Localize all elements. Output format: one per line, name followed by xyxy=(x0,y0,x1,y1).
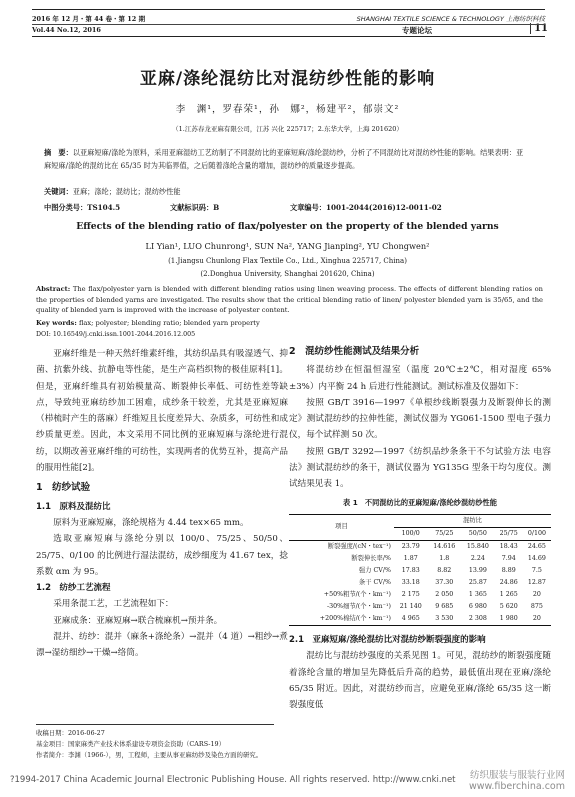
section-1-2-heading: 1.2 纺纱工艺流程 xyxy=(36,583,111,594)
table-cell: 23.79 xyxy=(401,542,420,550)
header-top-rule xyxy=(32,9,545,10)
section-2-p3: 按照 GB/T 3292—1997《纺织品纱条条干不匀试验方法 电容法》测试混纺纱的条干，测试仪器为 YG135G 型条干均匀度仪。测试结果见表 1。 xyxy=(289,446,551,490)
running-header xyxy=(32,14,548,42)
table-row-label: 断裂伸长率/% xyxy=(351,554,391,562)
keywords-cn-label: 关键词： xyxy=(44,187,73,196)
affiliation-en-2: (2.Donghua University, Shanghai 201620, China) xyxy=(200,270,375,278)
left-column xyxy=(36,346,288,662)
section-2-p2: 按照 GB/T 3916—1997《单根纱线断裂强力及断裂伸长的测定》测试混纺纱的拉伸性能，测试仪器为 YG061-1500 型电子强力仪，每个试样测 50 次。 xyxy=(289,397,551,441)
table-cell: 21 140 xyxy=(399,602,422,610)
table-ratio-header: 0/100 xyxy=(523,527,551,540)
table-cell: 8.82 xyxy=(437,566,452,574)
page-number: 11 xyxy=(530,23,548,34)
table-cell: 18.43 xyxy=(499,542,518,550)
section-2-p1: 将混纺纱在恒温恒湿室（温度 20℃±2℃，相对湿度 65%±3%）内平衡 24 h 后进行性能测试。测试标准及仪器如下： xyxy=(289,365,551,392)
journal-name-en: SHANGHAI TEXTILE SCIENCE & TECHNOLOGY 上海纺织科技 xyxy=(356,15,545,23)
keywords-cn-text: 亚麻；涤纶；混纺比；混纺纱性能 xyxy=(72,187,181,196)
table-cell: 1.87 xyxy=(403,554,418,562)
table-cell: 875 xyxy=(530,602,543,610)
table-cell: 1 980 xyxy=(495,613,523,626)
table-row xyxy=(289,601,551,613)
keywords-en-text: flax; polyester; blending ratio; blended yarn property xyxy=(78,319,260,327)
table-cell: 24.65 xyxy=(527,542,546,550)
table-row-label: +200%棉结/(个・km⁻¹) xyxy=(289,613,394,626)
keywords-en-label: Key words: xyxy=(36,319,77,327)
intro-paragraph: 亚麻纤维是一种天然纤维素纤维，其纺织品具有吸湿透气、抑菌、抗紫外线、抗静电等性能，是生产高档织物的极佳原料[1]。但是，亚麻纤维具有初始模量高、断裂伸长率低、可纺性差等缺点，导致纯亚麻纺纱加工困难，成纱条干较差，尤其是亚麻短麻（栉梳时产生的落麻）纤维短且长度差异大、杂质多，可纺性和成纱质量更差。因此，本文采用不同比例的亚麻短麻与涤纶进行混纺，以期改善亚麻纤维的可纺性，实现两者的优势互补，提高产品的服用性能[2]。 xyxy=(36,349,288,474)
table-cell: 1 365 xyxy=(468,590,487,598)
table-cell: 1.8 xyxy=(439,554,450,562)
fund-info: 基金项目：国家麻类产业技术体系建设专项资金资助（CARS-19） xyxy=(36,740,225,748)
table-ratio-header: 75/25 xyxy=(428,527,462,540)
table-cell: 9 685 xyxy=(435,602,454,610)
table-row-label: +50%粗节/(个・km⁻¹) xyxy=(323,590,391,598)
abstract-en-label: Abstract: xyxy=(36,285,71,293)
section-2-1-heading: 2.1 亚麻短麻/涤纶混纺比对混纺纱断裂强度的影响 xyxy=(289,634,486,645)
keywords-en xyxy=(36,319,543,327)
table-cell: 8.89 xyxy=(501,566,516,574)
abstract-cn xyxy=(44,147,525,172)
section-1-1-p2: 选取亚麻短麻与涤纶分别以 100/0、75/25、50/50、25/75、0/100 的比例进行湿法混纺，成纱细度为 41.67 tex，捻系数 αm 为 95。 xyxy=(36,534,288,577)
table-cell: 3 530 xyxy=(428,613,462,626)
section-1-2-p1: 采用条混工艺，工艺流程如下： xyxy=(53,599,174,610)
table-ratio-header: 100/0 xyxy=(394,527,428,540)
table-cell: 7.94 xyxy=(501,554,516,562)
table-cell: 7.5 xyxy=(531,566,542,574)
watermark-cn: 纺织服装与服装行业网 xyxy=(469,770,565,781)
section-1-heading: 1 纺纱试验 xyxy=(36,482,91,494)
author-bio: 作者简介：李渊（1966-），男，工程师，主要从事亚麻纺纱及染色方面的研究。 xyxy=(36,751,263,759)
table-ratio-header: 50/50 xyxy=(461,527,495,540)
title-cn: 亚麻/涤纶混纺比对混纺纱性能的影响 xyxy=(139,69,436,89)
footnotes xyxy=(36,724,274,761)
article-number: 文章编号：1001-2044(2016)12-0011-02 xyxy=(290,203,442,212)
table-cell: 14.69 xyxy=(527,554,546,562)
abstract-en xyxy=(36,284,543,316)
watermark-url: www.fiberchina.com xyxy=(468,781,565,792)
table-header-item: 项目 xyxy=(289,514,394,540)
table-row-label: 条干 CV/% xyxy=(358,578,391,586)
table-1-title: 表 1 不同混纺比的亚麻短麻/涤纶纱混纺纱性能 xyxy=(343,497,497,507)
table-cell: 20 xyxy=(523,613,551,626)
section-1-2-p3: 混并、纺纱：混并（麻条+涤纶条）→混并（4 道）→粗纱→煮漂→湿纺细纱→干燥→络筒。 xyxy=(36,632,288,659)
section-name: 专题论坛 xyxy=(402,26,432,35)
abstract-cn-text: 以亚麻短麻/涤纶为原料，采用亚麻湿纺工艺纺制了不同混纺比的亚麻短麻/涤纶混纺纱，分析了不同混纺比对混纺纱性能的影响。结果表明：亚麻短麻/涤纶的混纺比在 65/35 时为其临界值，之后随着涤纶含量的增加，混纺纱的质量逐步提高。 xyxy=(44,148,524,170)
clc-number: 中图分类号：TS104.5 xyxy=(44,203,121,212)
section-1-1-p1: 原料为亚麻短麻，涤纶规格为 4.44 tex×65 mm。 xyxy=(53,517,249,528)
table-cell: 33.18 xyxy=(401,578,420,586)
table-cell: 2 050 xyxy=(435,590,454,598)
table-row xyxy=(289,565,551,577)
header-bottom-rule xyxy=(32,36,545,37)
abstract-en-text: The flax/polyester yarn is blended with different blending ratios using linen weaving process. The effects of different blending ratios on the properties of blended yarns are investigated. The results show that the critical blending ratio of linen/ polyester blended yarn is 35/65, and the quality of blended yarn is improved with the increase of polyester content. xyxy=(36,285,543,314)
table-row xyxy=(289,553,551,565)
abstract-cn-label: 摘 要： xyxy=(44,148,73,157)
authors-en: LI Yian¹, LUO Chunrong¹, SUN Na², YANG Jianping², YU Chongwen² xyxy=(145,241,430,251)
table-cell: 4 965 xyxy=(394,613,428,626)
table-cell: 2.24 xyxy=(470,554,485,562)
affiliation-cn: （1.江苏春龙亚麻有限公司，江苏 兴化 225717；2.东华大学，上海 201620） xyxy=(172,125,403,133)
table-row xyxy=(289,540,551,553)
table-row-label: -30%细节/(个・km⁻¹) xyxy=(326,602,391,610)
section-1-1-heading: 1.1 原料及混纺比 xyxy=(36,501,111,512)
header-mid-rule xyxy=(32,24,545,25)
table-cell: 37.30 xyxy=(435,578,454,586)
table-row-label: 断裂强度/(cN・tex⁻¹) xyxy=(327,542,391,550)
table-cell: 12.87 xyxy=(527,578,546,586)
affiliation-en-1: (1.Jiangsu Chunlong Flax Textile Co., Ltd., Xinghua 225717, China) xyxy=(168,257,407,265)
volume-info: Vol.44 No.12, 2016 xyxy=(32,26,101,34)
section-2-heading: 2 混纺纱性能测试及结果分析 xyxy=(289,346,420,357)
table-cell: 2 308 xyxy=(461,613,495,626)
table-row xyxy=(289,577,551,589)
section-1-2-p2: 亚麻成条：亚麻短麻→联合梳麻机→预并条。 xyxy=(53,615,223,626)
journal-issue: 2016 年 12 月・第 44 卷・第 12 期 xyxy=(32,15,146,23)
table-cell: 25.87 xyxy=(468,578,487,586)
table-cell: 1 265 xyxy=(499,590,518,598)
table-row xyxy=(289,589,551,601)
table-row xyxy=(289,613,551,626)
table-cell: 13.99 xyxy=(468,566,487,574)
table-cell: 6 980 xyxy=(468,602,487,610)
keywords-cn xyxy=(44,187,181,197)
section-2-1-p1: 混纺比与混纺纱强度的关系见图 1。可见，混纺纱的断裂强度随着涤纶含量的增加呈先降低后升高的趋势，最低值出现在亚麻/涤纶 65/35 附近。因此，对混纺纱而言，应避免亚麻/涤纶 65/35 这一断裂强度低 xyxy=(289,651,551,711)
table-cell: 5 620 xyxy=(499,602,518,610)
table-cell: 20 xyxy=(532,590,541,598)
table-cell: 14.616 xyxy=(433,542,456,550)
title-en: Effects of the blending ratio of flax/polyester on the property of the blended yarns xyxy=(76,221,499,232)
table-cell: 2 175 xyxy=(401,590,420,598)
table-ratio-header: 25/75 xyxy=(495,527,523,540)
table-body xyxy=(289,540,551,625)
doi: DOI: 10.16549/j.cnki.issn.1001-2044.2016.12.005 xyxy=(36,331,196,338)
table-1 xyxy=(289,514,551,626)
table-cell: 17.83 xyxy=(401,566,420,574)
table-row-label: 强力 CV/% xyxy=(358,566,391,574)
table-cell: 15.840 xyxy=(466,542,489,550)
table-cell: 24.86 xyxy=(499,578,518,586)
watermark xyxy=(469,770,565,792)
copyright-line: ?1994-2017 China Academic Journal Electronic Publishing House. All rights reserved. http://www.cnki.net xyxy=(10,775,456,785)
document-code: 文献标识码：B xyxy=(170,203,220,212)
right-column xyxy=(289,346,551,713)
authors-cn: 李 渊¹，罗春荣¹，孙 娜²，杨建平²，郁崇文² xyxy=(175,104,400,115)
received-date: 收稿日期：2016-06-27 xyxy=(36,729,105,737)
table-header-ratio-group: 混纺比 xyxy=(394,514,551,527)
